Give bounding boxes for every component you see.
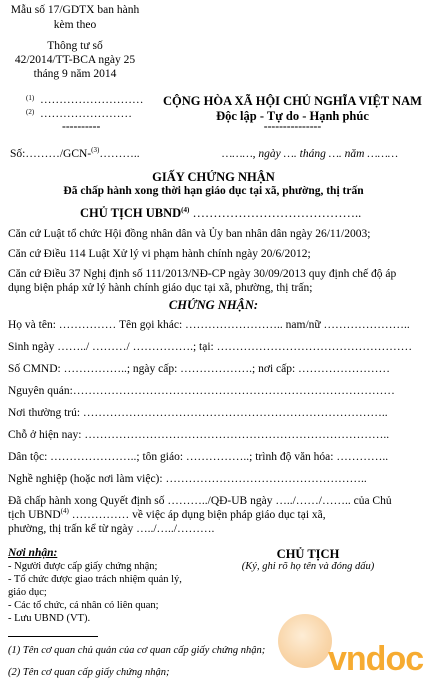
number-suffix: ……….. <box>99 148 140 160</box>
chairman-label: CHỦ TỊCH UBND <box>80 206 182 220</box>
field-full-name: Họ và tên: …………… Tên gọi khác: …………………….. nam/nữ ………………….. <box>8 319 410 331</box>
field-occupation: Nghề nghiệp (hoặc nơi làm việc): …………………………………………….. <box>8 473 367 485</box>
agency1-footnote-mark: (1) <box>26 94 35 102</box>
field-id-card: Số CMND: ……………..; ngày cấp: ……………….; nơi cấp: …………………… <box>8 363 391 375</box>
agency1-blank: ……………………… <box>40 94 144 106</box>
decision-line-1: Đã chấp hành xong Quyết định số ………../QĐ-UB ngày …../……/…….. của Chủ <box>8 495 392 507</box>
agency2-blank: …………………… <box>40 108 132 120</box>
mascot-icon <box>278 614 332 668</box>
footnote-2: (2) Tên cơ quan cấp giấy chứng nhận; <box>8 667 170 678</box>
recipient-2-cont: giáo dục; <box>8 587 47 598</box>
recipient-4: - Lưu UBND (VT). <box>8 613 91 624</box>
issue-date: ………, ngày …. tháng …. năm ……… <box>222 148 399 160</box>
recipients-heading: Nơi nhận: <box>8 547 58 559</box>
decision-footnote-mark: (4) <box>60 507 69 516</box>
recipient-2: - Tổ chức được giao trách nhiệm quản lý, <box>8 574 182 585</box>
issuing-chairman <box>80 206 361 221</box>
form-header-line3: Thông tư số <box>47 40 103 52</box>
country-name: CỘNG HÒA XÃ HỘI CHỦ NGHĨA VIỆT NAM <box>163 94 422 108</box>
basis-line-2: Căn cứ Điều 114 Luật Xử lý vi phạm hành chính ngày 20/6/2012; <box>8 248 311 260</box>
field-birth: Sinh ngày ……../ ………/ …………….; tại: …………………………………………… <box>8 341 413 353</box>
signature-note: (Ký, ghi rõ họ tên và đóng dấu) <box>241 561 375 572</box>
agency2-footnote-mark: (2) <box>26 108 35 116</box>
field-current-address: Chỗ ở hiện nay: …………………………………………………………………….. <box>8 429 390 441</box>
basis-line-1: Căn cứ Luật tổ chức Hội đồng nhân dân và Ủy ban nhân dân ngày 26/11/2003; <box>8 228 371 240</box>
document-title: GIẤY CHỨNG NHẬN <box>152 170 275 184</box>
certify-heading: CHỨNG NHẬN: <box>168 298 259 312</box>
signature-title: CHỦ TỊCH <box>276 547 340 561</box>
decision-line-2-rest: …………… về việc áp dụng biện pháp giáo dục tại xã, <box>71 509 326 521</box>
decision-line-2 <box>8 509 326 521</box>
decision-line-3: phường, thị trấn kể từ ngày …../…../………. <box>8 523 215 535</box>
motto-separator: --------------- <box>263 121 322 133</box>
agency-separator: ---------- <box>62 121 101 133</box>
number-footnote-mark: (3) <box>91 146 100 155</box>
form-header-line1: Mẫu số 17/GDTX ban hành <box>10 4 140 16</box>
basis-line-4: dụng biện pháp xử lý hành chính giáo dục tại xã, phường, thị trấn; <box>8 282 313 294</box>
footnote-1: (1) Tên cơ quan chủ quản của cơ quan cấp giấy chứng nhận; <box>8 645 266 656</box>
certificate-number <box>10 148 140 160</box>
form-header-line2: kèm theo <box>53 19 97 31</box>
basis-line-3: Căn cứ Điều 37 Nghị định số 111/2013/NĐ-CP ngày 30/09/2013 quy định chế độ áp <box>8 268 397 280</box>
field-ethnicity-religion-education: Dân tộc: …………………..; tôn giáo: ……………..; trình độ văn hóa: ………….. <box>8 451 389 463</box>
field-hometown: Nguyên quán:………………………………………………………………………… <box>8 385 395 397</box>
chairman-blank: ………………………………….. <box>189 206 362 220</box>
chairman-footnote-mark: (4) <box>181 205 190 214</box>
watermark-logo-text: vndoc <box>328 640 424 678</box>
footnote-divider <box>8 636 98 637</box>
field-permanent-address: Nơi thường trú: …………………………………………………………………….. <box>8 407 388 419</box>
recipient-1: - Người được cấp giấy chứng nhận; <box>8 561 158 572</box>
form-header-line5: tháng 9 năm 2014 <box>33 68 117 80</box>
number-prefix: Số:………/GCN- <box>10 148 92 160</box>
recipient-3: - Các tổ chức, cá nhân có liên quan; <box>8 600 159 611</box>
decision-chairman-label: tịch UBND <box>8 509 61 521</box>
form-header-line4: 42/2014/TT-BCA ngày 25 <box>14 54 136 66</box>
document-subtitle: Đã chấp hành xong thời hạn giáo dục tại xã, phường, thị trấn <box>63 185 364 197</box>
national-motto: Độc lập - Tự do - Hạnh phúc <box>216 109 369 123</box>
